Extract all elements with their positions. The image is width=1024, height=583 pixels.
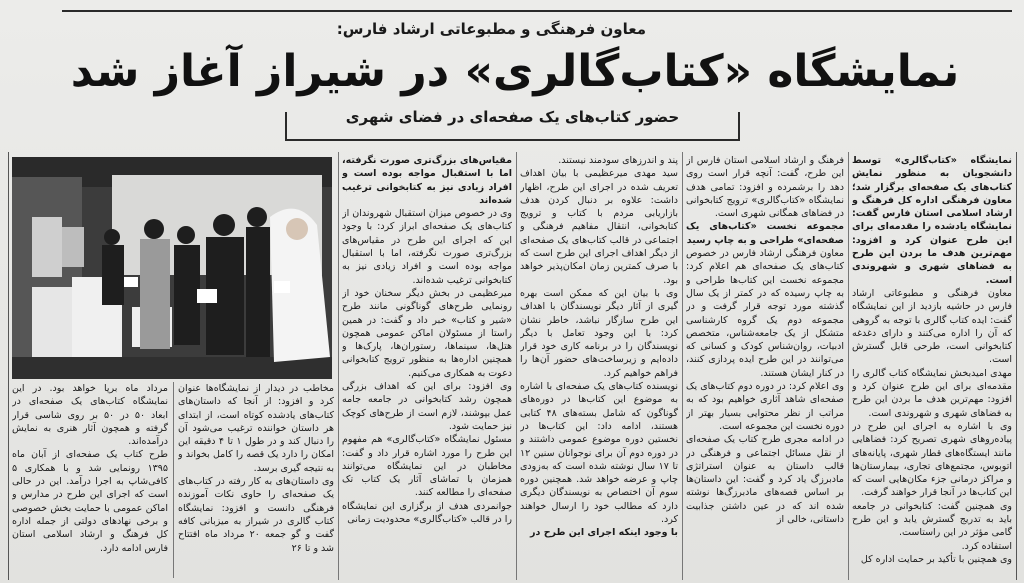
paragraph: در ادامه مجری طرح کتاب یک صفحه‌ای از نقل مسائل اجتماعی و فرهنگی در قالب داستان به عنوان استراتژی مادبرزگ یاد کرد و گفت: این داستان‌ها بر اساس قصه‌های مادبرزگ‌ها نوشته شده اند که در عین داشتن جذابیت داستانی، خالی از	[686, 434, 844, 526]
paragraph: نویسنده کتاب‌های یک صفحه‌ای با اشاره به موضوع این کتاب‌ها در دوره‌های گوناگون که شامل بسته‌های ۴۸ کتابی هستند، ادامه داد: این کتاب‌ها در نخستین دوره موضوع عمومی داشتند و در دوره دوم آن برای نوجوانان سنین ۱۲ تا ۱۷ سال نوشته شده است که به‌زودی چاپ و عرضه خواهد شد. همچنین دوره سوم آن اختصاص به نویسندگان دیگری دارد که مطالب خود را ارسال خواهند کرد.	[520, 381, 678, 526]
paragraph: وی داستان‌های به کار رفته در کتاب‌های یک صفحه‌ای را حاوی نکات آموزنده فرهنگی دانست و افزود: نمایشگاه کتاب گالری در شیراز به میزبانی کافه گفت و گو جمعه ۲۰ مرداد ماه افتتاح شد و تا ۲۶	[178, 476, 334, 554]
paragraph: میرعظیمی در بخش دیگر سخنان خود از رونمایی طرح‌های گوناگونی مانند طرح «شیر و کتاب» خبر داد و گفت: در همین راستا از مسئولان اماکن عمومی همچون هتل‌ها، سینماها، رستوران‌ها، پارک‌ها و همچنین اداره‌ها به منظور ترویج کتابخوانی دعوت به همکاری می‌کنیم.	[342, 287, 512, 379]
paragraph: مخاطب در دیدار از نمایشگاه‌ها عنوان کرد و افزود: از آنجا که داستان‌های کتاب‌های یادشده کوتاه است، از ابتدای هر داستان خواننده ترغیب می‌شود آن را دنبال کند و در طول ۱ تا ۴ دقیقه این امکان را دارد یک قصه را کامل بخواند و به نتیجه گیری برسد.	[178, 383, 334, 474]
paragraph: مرداد ماه برپا خواهد بود. در این نمایشگاه کتاب‌های یک صفحه‌ای در ابعاد ۵۰ در ۵۰ بر روی شاسی قرار گرفته و همچون آثار هنری به نمایش درآمده‌اند.	[12, 383, 168, 448]
paragraph: پند و اندرزهای سودمند نیستند.	[558, 155, 678, 166]
column-divider	[338, 152, 339, 580]
section-subheading: مجموعه نخست «کتاب‌های یک صفحه‌ای» طراحی و به چاپ رسید	[686, 221, 844, 246]
paragraph: معاون فرهنگی ارشاد فارس در خصوص کتاب‌های یک صفحه‌ای هم اعلام کرد: مجموعه نخست این کتاب‌ها طراحی و به چاپ رسیده که در کمتر از یک سال گذشته مورد توجه قرار گرفت و در مجموعه دوم یک گروه کارشناسی متشکل از یک جامعه‌شناس، متخصص ادبیات، روان‌شناس کودک و کسانی که می‌توانند در این طرح ایده پردازی کنند، در کنار ایشان هستند.	[686, 248, 844, 379]
side-rule-right	[1016, 152, 1017, 580]
column-divider	[516, 152, 517, 580]
section-subheading: با وجود اینکه اجرای این طرح در	[530, 527, 678, 539]
paragraph: وی با اشاره به اجرای این طرح در پیاده‌روهای شهری تصریح کرد: فضاهایی مانند ایستگاه‌های قطار شهری، پایانه‌های اتوبوس، مجتمع‌های تجاری، بیمارستان‌ها و مراکز درمانی جزء مکان‌هایی است که این کتاب‌ها در آنجا قرار خواهند گرفت.	[852, 420, 1012, 499]
pretitle: معاون فرهنگی و مطبوعاتی ارشاد فارس:	[336, 20, 646, 38]
paragraph: وی افزود: برای این که اهداف بزرگی همچون رشد کتابخوانی در جامعه جامه عمل بپوشند، لازم است از طرح‌های کوچک نیز حمایت شود.	[342, 381, 512, 432]
paragraph: وی همچنین با تأکید بر حمایت اداره کل	[860, 553, 1012, 565]
paragraph: نمایشگاه «کتاب‌گالری» توسط دانشجویان به منظور نمایش کتاب‌های یک صفحه‌ای برگزار شد؛ معاون فرهنگی اداره کل فرهنگ و ارشاد اسلامی استان فارس گفت: نمایشگاه یادشده را مقدمه‌ای برای این طرح عنوان کرد و افزود: مهم‌ترین هدف ما بردن این طرح به فضاهای شهری و شهروندی است.	[852, 155, 1012, 286]
paragraph: وی در خصوص میزان استقبال شهروندان از کتاب‌های یک صفحه‌ای ابراز کرد: با وجود این که اجرای این طرح در مقیاس‌های بزرگ‌تری صورت نگرفته، اما با استقبال مواجه بوده است و افراد زیادی نیز به کتابخوانی ترغیب شده‌اند.	[342, 208, 512, 286]
pull-quote: مقیاس‌های بزرگ‌تری صورت نگرفته، اما با استقبال مواجه بوده است و افراد زیادی نیز به کتابخوانی ترغیب شده‌اند	[342, 155, 512, 206]
event-photo	[12, 157, 332, 379]
paragraph: وی با بیان این که ممکن است بهره گیری از آثار دیگر نویسندگان با اهداف این طرح سازگار نباشد، خاطر نشان کرد: با این وجود تعامل با دیگر نویسندگان را در برنامه کاری خود قرار داده‌ایم و زیرساخت‌های حضور آن‌ها را فراهم خواهیم کرد.	[520, 287, 678, 379]
paragraph: وی اعلام کرد: در دوره دوم کتاب‌های یک صفحه‌ای شاهد آثاری خواهیم بود که به مراتب از نظر محتوایی بسیار بهتر از دوره نخست این مجموعه است.	[686, 381, 844, 432]
paragraph: سید مهدی میرعظیمی با بیان اهداف تعریف شده در اجرای این طرح، اظهار داشت: علاوه بر دنبال کردن هدف بازاریابی مردم با کتاب و ترویج کتابخوانی، انتقال مفاهیم فرهنگی و اجتماعی در قالب کتاب‌های یک صفحه‌ای از دیگر اهداف اجرای این طرح است که با صرف کمترین زمان امکان‌پذیر خواهد بود.	[520, 168, 678, 286]
column-divider	[682, 152, 683, 580]
column-4	[342, 154, 512, 578]
side-rule-left	[8, 152, 9, 580]
column-3	[520, 154, 678, 578]
subtitle-frame-bottom	[285, 139, 740, 141]
column-1	[852, 154, 1012, 578]
column-5	[178, 382, 334, 578]
paragraph: معاون فرهنگی و مطبوعاتی ارشاد فارس در حاشیه بازدید از این نمایشگاه گفت: ایده کتاب گالری با توجه به گروهی که آن را اداره می‌کنند و دارای دغدغه کتابخوانی است، طرحی قابل گسترش است.	[852, 287, 1012, 366]
paragraph: مهدی امیدبخش نمایشگاه کتاب گالری را مقدمه‌ای برای این طرح عنوان کرد و افزود: مهم‌ترین هدف ما بردن این طرح به فضاهای شهری و شهروندی است.	[852, 367, 1012, 419]
column-divider	[173, 382, 174, 578]
column-6	[12, 382, 168, 578]
column-divider	[848, 152, 849, 580]
paragraph: وی همچنین گفت: کتابخوانی در جامعه باید به تدریج گسترش یابد و این طرح گامی مؤثر در این راستاست.	[852, 500, 1012, 539]
event-photo-image	[12, 157, 332, 379]
column-2	[686, 154, 844, 578]
paragraph: مسئول نمایشگاه «کتاب‌گالری» هم مفهوم این طرح را مورد اشاره قرار داد و گفت: مخاطبان در این نمایشگاه می‌توانند همزمان با تماشای آثار یک کتاب تک صفحه‌ای را مطالعه کنند.	[342, 434, 512, 499]
top-rule	[62, 10, 1012, 12]
paragraph: استفاده کرد.	[961, 540, 1012, 552]
paragraph: طرح کتاب یک صفحه‌ای از آبان ماه ۱۳۹۵ رونمایی شد و با همکاری ۵ کافی‌شاپ به اجرا درآمد. این در حالی است که اجرای این طرح در مدارس و اماکن عمومی با حمایت بخش خصوصی و برخی نهادهای دولتی از جمله اداره کل فرهنگ و ارشاد اسلامی استان فارس ادامه دارد.	[12, 449, 168, 554]
paragraph: فرهنگ و ارشاد اسلامی استان فارس از این طرح، گفت: آنچه قرار است روی دهد را برشمرده و افزود: تمامی هدف نمایشگاه «کتاب‌گالری» ترویج کتابخوانی در فضاهای همگانی شهری است.	[686, 155, 844, 220]
paragraph: جوانمردی هدف از برگزاری این نمایشگاه را در قالب «کتاب‌گالری» محدودیت زمانی	[342, 500, 512, 526]
headline: نمایشگاه «کتاب‌گالری» در شیراز آغاز شد	[70, 46, 960, 97]
subtitle: حضور کتاب‌های یک صفحه‌ای در فضای شهری	[345, 108, 680, 126]
